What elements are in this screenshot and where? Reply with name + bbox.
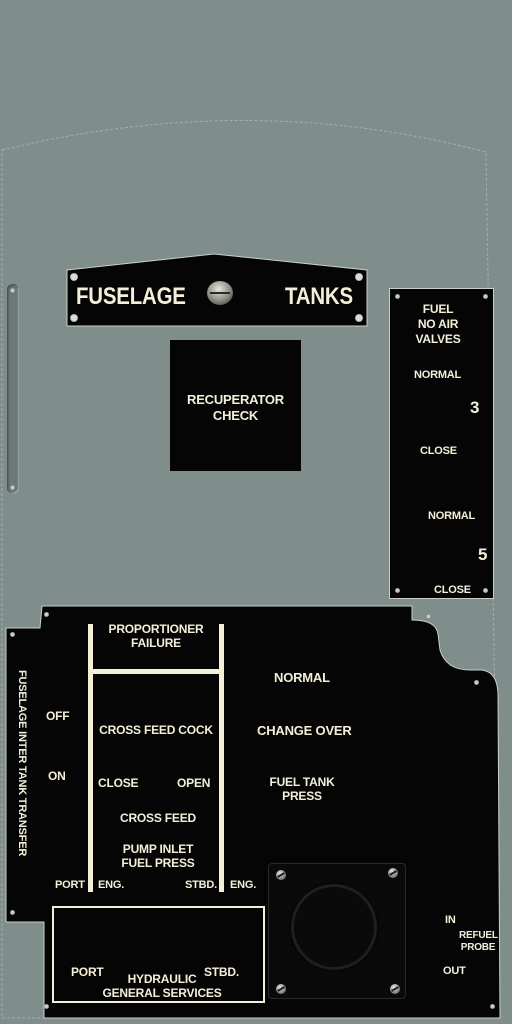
- fuel-valves-title: FUEL NO AIR VALVES: [415, 302, 461, 346]
- frame-bar-top: [88, 669, 224, 674]
- transfer-off-label: OFF: [46, 709, 70, 723]
- recuperator-check-label: RECUPERATOR CHECK: [187, 392, 284, 423]
- plate-screw: [70, 314, 78, 322]
- cross-feed-close-label: CLOSE: [98, 776, 139, 790]
- panel-screw: [483, 294, 488, 299]
- valve-3-number: 3: [470, 398, 480, 417]
- plate-screw: [355, 273, 363, 281]
- transfer-on-label: ON: [48, 769, 66, 783]
- stbd-eng-label: ENG.: [230, 879, 257, 891]
- valve-3-close-label: CLOSE: [420, 445, 457, 457]
- socket-screw: [276, 984, 286, 994]
- header-plate-indicator-lamp: [207, 281, 233, 305]
- panel-screw: [483, 588, 488, 593]
- stbd-label: STBD.: [185, 879, 218, 891]
- change-over-label: CHANGE OVER: [257, 723, 352, 738]
- left-slot-rail: [7, 284, 19, 494]
- panel-screw: [10, 910, 15, 915]
- cross-feed-open-label: OPEN: [177, 776, 211, 790]
- hydraulic-stbd-label: STBD.: [204, 965, 240, 979]
- header-right-word: TANKS: [285, 283, 353, 310]
- refuel-probe-label: REFUEL PROBE: [459, 930, 498, 953]
- panel-screw: [490, 1004, 495, 1009]
- inter-tank-transfer-title: FUSELAGE INTER TANK TRANSFER: [16, 670, 28, 857]
- cross-feed-cock-label: CROSS FEED COCK: [99, 723, 213, 737]
- refuel-probe-socket[interactable]: [268, 863, 406, 999]
- panel-screw: [395, 588, 400, 593]
- cross-feed-label: CROSS FEED: [119, 811, 196, 825]
- plate-screw: [70, 273, 78, 281]
- valve-3-normal-label: NORMAL: [414, 369, 462, 381]
- valve-5-number: 5: [478, 545, 488, 564]
- rail-screw-top: [10, 288, 15, 293]
- valve-5-close-label: CLOSE: [434, 584, 471, 596]
- refuel-out-label: OUT: [443, 965, 466, 977]
- port-eng-label: ENG.: [98, 879, 125, 891]
- proportioner-failure-label: PROPORTIONER FAILURE: [108, 622, 204, 650]
- rail-screw-bottom: [10, 485, 15, 490]
- panel-screw: [474, 680, 479, 685]
- plate-screw: [355, 314, 363, 322]
- panel-screw: [10, 632, 15, 637]
- socket-screw: [388, 868, 398, 878]
- header-left-word: FUSELAGE: [76, 283, 186, 310]
- normal-label: NORMAL: [274, 670, 330, 685]
- panel-screw: [395, 294, 400, 299]
- panel-screw: [44, 1004, 49, 1009]
- port-label: PORT: [55, 879, 85, 891]
- socket-screw: [276, 870, 286, 880]
- refuel-in-label: IN: [445, 914, 456, 926]
- valve-5-normal-label: NORMAL: [428, 510, 476, 522]
- socket-screw: [390, 984, 400, 994]
- panel-screw: [426, 614, 431, 619]
- panel-screw: [44, 612, 49, 617]
- hydraulic-general-services-label: HYDRAULIC GENERAL SERVICES: [102, 972, 222, 1000]
- fuel-tank-press-label: FUEL TANK PRESS: [269, 775, 335, 803]
- pump-inlet-fuel-press-label: PUMP INLET FUEL PRESS: [121, 842, 195, 870]
- socket-ring: [291, 884, 377, 970]
- hydraulic-port-label: PORT: [71, 965, 104, 979]
